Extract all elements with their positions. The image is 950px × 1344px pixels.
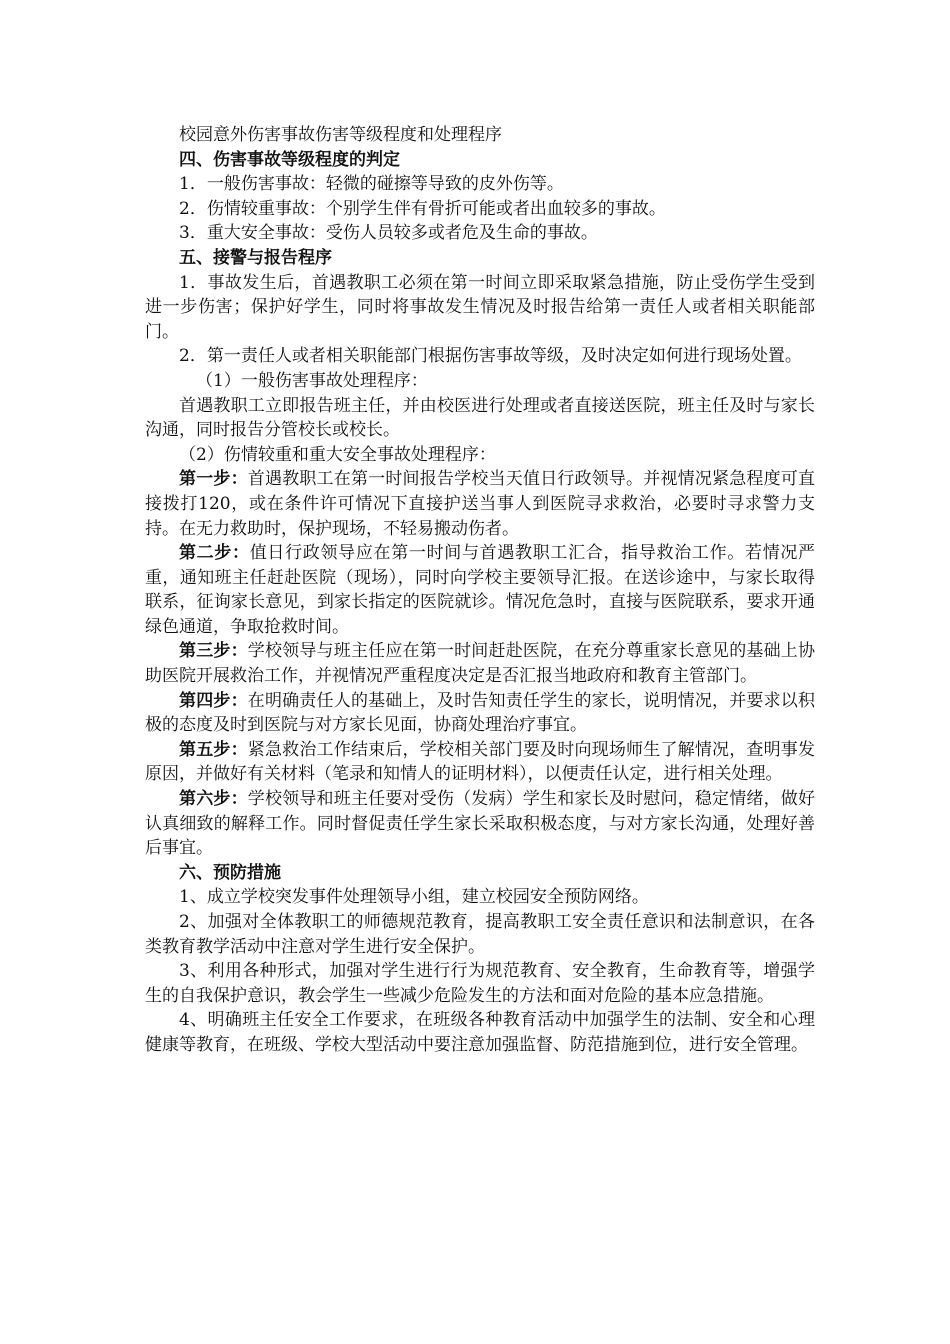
step-5 <box>145 738 815 787</box>
step-6-text: 学校领导和班主任要对受伤（发病）学生和家长及时慰问，稳定情绪，做好认真细致的解释工作。同时督促责任学生家长采取积极态度，与对方家长沟通，处理好善后事宜。 <box>145 789 816 859</box>
section-6-item-3: 3、利用各种形式，加强对学生进行行为规范教育、安全教育，生命教育等，增强学生的自我保护意识，教会学生一些减少危险发生的方法和面对危险的基本应急措施。 <box>145 961 815 1006</box>
step-2-text: 值日行政领导应在第一时间与首遇教职工汇合，指导救治工作。若情况严重，通知班主任赶赴医院（现场），同时向学校主要领导汇报。在送诊途中，与家长取得联系，征询家长意见，到家长指定的医院就诊。情况危急时，直接与医院联系，要求开通绿色通道，争取抢救时间。 <box>145 543 816 637</box>
step-4 <box>145 689 815 738</box>
step-2 <box>145 541 815 639</box>
step-5-label: 第五步： <box>179 739 248 760</box>
section-4-item-2: 2．伤情较重事故：个别学生伴有骨折可能或者出血较多的事故。 <box>179 198 666 219</box>
step-2-label: 第二步： <box>179 543 250 564</box>
step-4-label: 第四步： <box>179 690 248 711</box>
section-6-item-1: 1、成立学校突发事件处理领导小组，建立校园安全预防网络。 <box>179 887 649 908</box>
document-title: 校园意外伤害事故伤害等级程度和处理程序 <box>179 125 502 145</box>
section-6-item-4: 4、明确班主任安全工作要求，在班级各种教育活动中加强学生的法制、安全和心理健康等教育，在班级、学校大型活动中要注意加强监督、防范措施到位，进行安全管理。 <box>145 1010 815 1055</box>
section-6-item-2: 2、加强对全体教职工的师德规范教育，提高教职工安全责任意识和法制意识，在各类教育教学活动中注意对学生进行安全保护。 <box>145 912 815 957</box>
step-3 <box>145 639 815 688</box>
sub-procedure-1-text: 首遇教职工立即报告班主任，并由校医进行处理或者直接送医院，班主任及时与家长沟通，同时报告分管校长或校长。 <box>145 395 815 441</box>
section-4-item-3: 3．重大安全事故：受伤人员较多或者危及生命的事故。 <box>179 223 598 244</box>
step-5-text: 紧急救治工作结束后，学校相关部门要及时向现场师生了解情况，查明事发原因，并做好有关材料（笔录和知情人的证明材料），以便责任认定，进行相关处理。 <box>145 739 816 785</box>
section-5-heading: 五、接警与报告程序 <box>179 247 332 268</box>
step-6-label: 第六步： <box>179 789 248 810</box>
section-6-heading: 六、预防措施 <box>179 862 281 883</box>
section-5-paragraph-1: 1．事故发生后，首遇教职工必须在第一时间立即采取紧急措施，防止受伤学生受到进一步伤害；保护好学生，同时将事故发生情况及时报告给第一责任人或者相关职能部门。 <box>145 272 815 342</box>
document-body <box>145 123 815 1058</box>
step-1-text: 首遇教职工在第一时间报告学校当天值日行政领导。并视情况紧急程度可直接拨打120，或在条件许可情况下直接护送当事人到医院寻求救治，必要时寻求警力支持。在无力救助时，保护现场，不轻易搬动伤者。 <box>145 469 816 539</box>
step-1-label: 第一步： <box>179 469 248 490</box>
section-4-item-1: 1．一般伤害事故：轻微的碰擦等导致的皮外伤等。 <box>179 174 564 195</box>
section-5-paragraph-2: 2．第一责任人或者相关职能部门根据伤害事故等级，及时决定如何进行现场处置。 <box>179 346 802 367</box>
step-3-text: 学校领导与班主任应在第一时间赶赴医院，在充分尊重家长意见的基础上协助医院开展救治工作，并视情况严重程度决定是否汇报当地政府和教育主管部门。 <box>145 641 816 687</box>
step-3-label: 第三步： <box>179 641 248 662</box>
step-4-text: 在明确责任人的基础上，及时告知责任学生的家长，说明情况，并要求以积极的态度及时到医院与对方家长见面，协商处理治疗事宜。 <box>145 690 816 736</box>
step-1 <box>145 467 815 541</box>
sub-procedure-2-title: （2）伤情较重和重大安全事故处理程序： <box>179 444 496 465</box>
sub-procedure-1-title: （1）一般伤害事故处理程序： <box>196 370 428 391</box>
step-6 <box>145 787 815 861</box>
section-4-heading: 四、伤害事故等级程度的判定 <box>179 149 400 170</box>
